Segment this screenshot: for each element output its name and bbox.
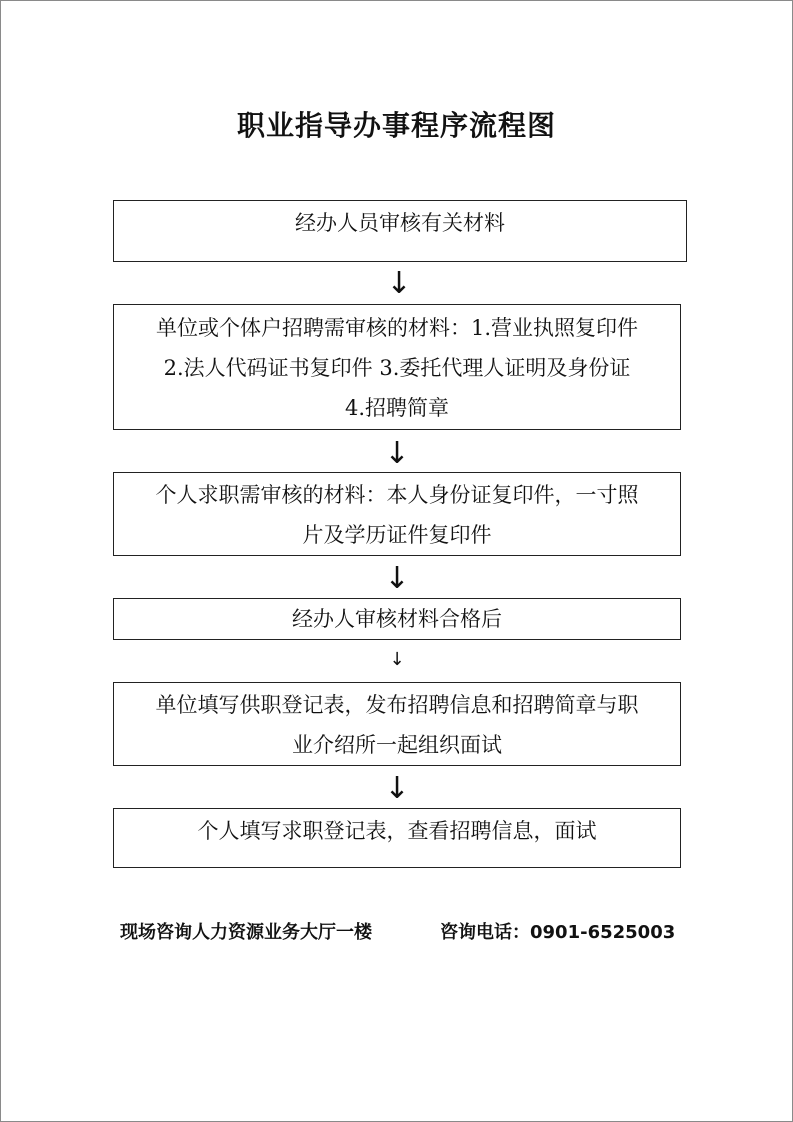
flow-step-3-line-2: 片及学历证件复印件 (302, 523, 492, 547)
flow-arrow-5: ↓ (384, 771, 410, 806)
flow-step-2-line-3: 4.招聘简章 (344, 396, 450, 420)
page-title: 职业指导办事程序流程图 (236, 109, 556, 142)
footer-phone: 咨询电话：0901-6525003 (440, 922, 676, 943)
flow-step-3-line-1: 个人求职需审核的材料：本人身份证复印件，一寸照 (155, 483, 639, 507)
flow-step-2-line-1: 单位或个体户招聘需审核的材料：1.营业执照复印件 (155, 316, 639, 340)
flow-step-6-line-1: 个人填写求职登记表，查看招聘信息，面试 (197, 819, 597, 843)
flow-arrow-4: ↓ (389, 649, 405, 670)
flow-step-1 (113, 200, 687, 262)
footer-location: 现场咨询人力资源业务大厅一楼 (120, 922, 372, 943)
flow-step-5-line-1: 单位填写供职登记表，发布招聘信息和招聘简章与职 (155, 693, 639, 717)
flow-arrow-3: ↓ (384, 561, 410, 596)
flow-step-3 (113, 472, 681, 556)
flow-step-5-line-2: 业介绍所一起组织面试 (292, 733, 502, 757)
flow-step-6 (113, 808, 681, 868)
flow-step-4-line-1: 经办人审核材料合格后 (292, 607, 502, 631)
flow-arrow-1: ↓ (386, 266, 412, 301)
flow-step-2 (113, 304, 681, 430)
flow-step-2-line-2: 2.法人代码证书复印件 3.委托代理人证明及身份证 (163, 356, 631, 380)
flow-step-4 (113, 598, 681, 640)
flow-step-5 (113, 682, 681, 766)
flow-step-1-line-1: 经办人员审核有关材料 (295, 211, 505, 235)
flow-arrow-2: ↓ (384, 436, 410, 471)
